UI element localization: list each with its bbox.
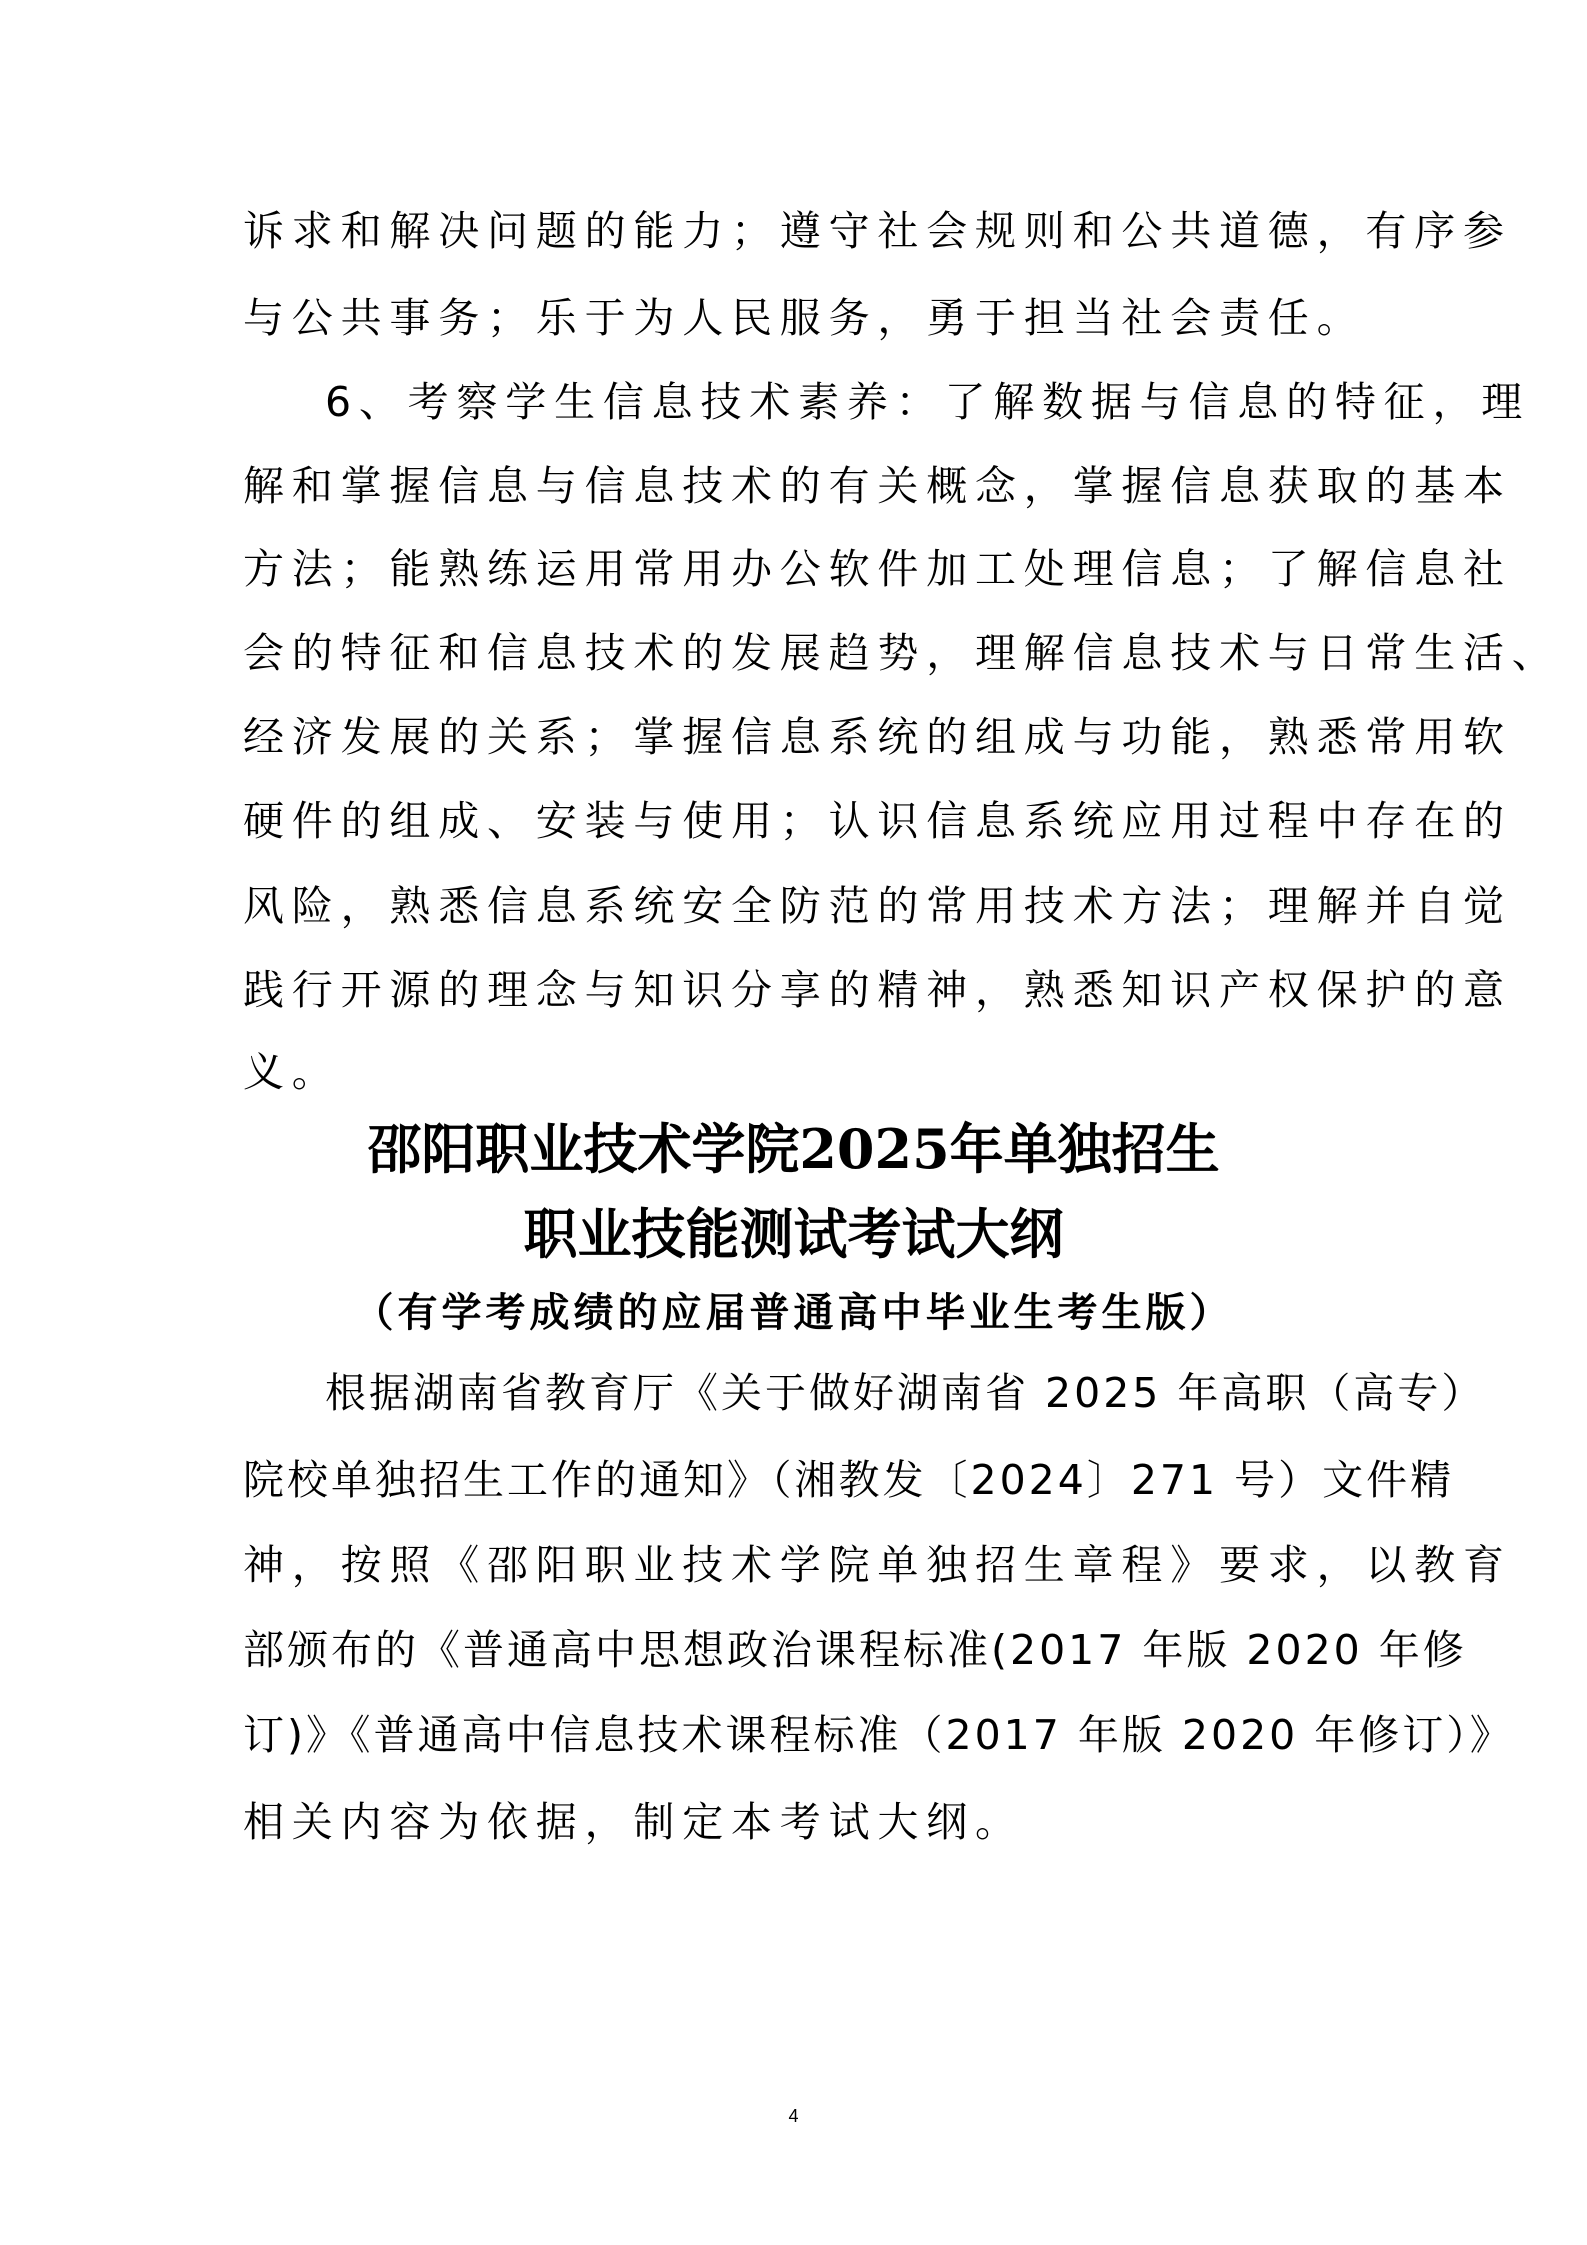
body-line: 践行开源的理念与知识分享的精神，熟悉知识产权保护的意 — [243, 966, 1512, 1014]
body-line: 根据湖南省教育厅《关于做好湖南省 2025 年高职（高专） — [325, 1369, 1486, 1417]
body-line: 风险，熟悉信息系统安全防范的常用技术方法；理解并自觉 — [243, 882, 1512, 930]
document-subtitle: （有学考成绩的应届普通高中毕业生考生版） — [353, 1290, 1234, 1336]
body-line: 经济发展的关系；掌握信息系统的组成与功能，熟悉常用软 — [243, 713, 1512, 761]
body-line: 神，按照《邵阳职业技术学院单独招生章程》要求，以教育 — [243, 1541, 1512, 1589]
body-line: 方法；能熟练运用常用办公软件加工处理信息；了解信息社 — [243, 545, 1512, 593]
body-line: 诉求和解决问题的能力；遵守社会规则和公共道德，有序参 — [243, 207, 1512, 255]
body-line: 相关内容为依据，制定本考试大纲。 — [243, 1798, 1024, 1846]
body-line: 解和掌握信息与信息技术的有关概念，掌握信息获取的基本 — [243, 462, 1512, 510]
document-title-line-2: 职业技能测试考试大纲 — [523, 1202, 1064, 1266]
body-line: 硬件的组成、安装与使用；认识信息系统应用过程中存在的 — [243, 797, 1512, 845]
body-line: 与公共事务；乐于为人民服务，勇于担当社会责任。 — [243, 294, 1366, 342]
document-title-line-1: 邵阳职业技术学院2025年单独招生 — [367, 1117, 1220, 1181]
body-line: 6、考察学生信息技术素养：了解数据与信息的特征，理 — [325, 378, 1531, 426]
page-number: 4 — [788, 2106, 799, 2126]
body-line: 订)》《普通高中信息技术课程标准（2017 年版 2020 年修订）》 — [243, 1711, 1514, 1759]
body-line: 会的特征和信息技术的发展趋势，理解信息技术与日常生活、 — [243, 629, 1561, 677]
body-line: 义。 — [243, 1048, 341, 1096]
body-line: 部颁布的《普通高中思想政治课程标准(2017 年版 2020 年修 — [243, 1626, 1467, 1674]
body-line: 院校单独招生工作的通知》（湘教发〔2024〕271 号）文件精 — [243, 1456, 1455, 1504]
